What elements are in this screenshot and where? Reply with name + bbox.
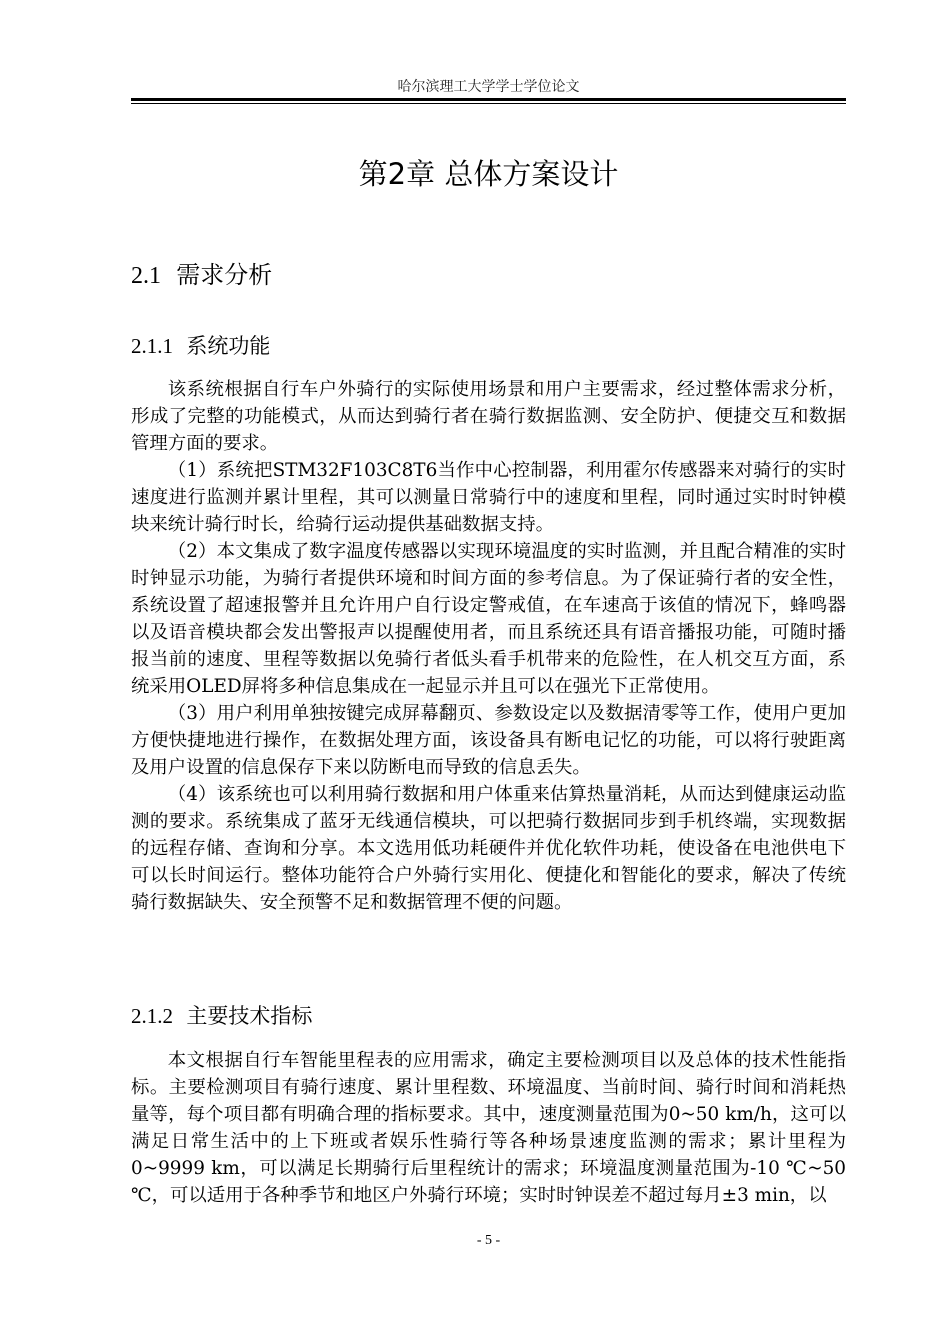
subsection-number: 2.1.1 (131, 334, 173, 358)
paragraph: （4）该系统也可以利用骑行数据和用户体重来估算热量消耗，从而达到健康运动监测的要求。系统集成了蓝牙无线通信模块，可以把骑行数据同步到手机终端，实现数据的远程存储、查询和分享。本文选用低功耗硬件并优化软件功耗，使设备在电池供电下可以长时间运行。整体功能符合户外骑行实用化、便捷化和智能化的要求，解决了传统骑行数据缺失、安全预警不足和数据管理不便的问题。 (131, 784, 846, 913)
section-2-1-1-body (131, 376, 846, 916)
header-rule (131, 98, 846, 101)
subsection-title: 系统功能 (186, 334, 271, 358)
paragraph: （3）用户利用单独按键完成屏幕翻页、参数设定以及数据清零等工作，使用户更加方便快捷地进行操作，在数据处理方面，该设备具有断电记忆的功能，可以将行驶距离及用户设置的信息保存下来以防断电而导致的信息丢失。 (131, 703, 846, 778)
chapter-title: 第2章 总体方案设计 (358, 157, 619, 191)
subsection-number: 2.1.2 (131, 1004, 173, 1028)
section-2-1-2-body (131, 1047, 846, 1209)
paragraph: （1）系统把STM32F103C8T6当作中心控制器，利用霍尔传感器来对骑行的实时速度进行监测并累计里程，其可以测量日常骑行中的速度和里程，同时通过实时时钟模块来统计骑行时长，给骑行运动提供基础数据支持。 (131, 460, 846, 535)
header-rule-thin (131, 103, 846, 104)
section-heading-2-1 (131, 258, 272, 293)
paragraph: 本文根据自行车智能里程表的应用需求，确定主要检测项目以及总体的技术性能指标。主要检测项目有骑行速度、累计里程数、环境温度、当前时间、骑行时间和消耗热量等，每个项目都有明确合理的指标要求。其中，速度测量范围为0~50 km/h，这可以满足日常生活中的上下班或者娱乐性骑行等各种场景速度监测的需求；累计里程为0~9999 km，可以满足长期骑行后里程统计的需求；环境温度测量范围为-10 ℃~50 ℃，可以适用于各种季节和地区户外骑行环境；实时时钟误差不超过每月±3 min，以 (131, 1050, 846, 1206)
section-title: 需求分析 (176, 261, 273, 289)
section-number: 2.1 (131, 263, 161, 289)
paragraph: （2）本文集成了数字温度传感器以实现环境温度的实时监测，并且配合精准的实时时钟显示功能，为骑行者提供环境和时间方面的参考信息。为了保证骑行者的安全性，系统设置了超速报警并且允许用户自行设定警戒值，在车速高于该值的情况下，蜂鸣器以及语音模块都会发出警报声以提醒使用者，而且系统还具有语音播报功能，可随时播报当前的速度、里程等数据以免骑行者低头看手机带来的危险性，在人机交互方面，系统采用OLED屏将多种信息集成在一起显示并且可以在强光下正常使用。 (131, 541, 846, 697)
subsection-heading-2-1-2 (131, 1001, 312, 1031)
paragraph: 该系统根据自行车户外骑行的实际使用场景和用户主要需求，经过整体需求分析，形成了完整的功能模式，从而达到骑行者在骑行数据监测、安全防护、便捷交互和数据管理方面的要求。 (131, 379, 846, 454)
running-header: 哈尔滨理工大学学士学位论文 (397, 79, 580, 95)
subsection-heading-2-1-1 (131, 331, 270, 361)
page-number: - 5 - (476, 1233, 501, 1248)
subsection-title: 主要技术指标 (186, 1004, 313, 1028)
